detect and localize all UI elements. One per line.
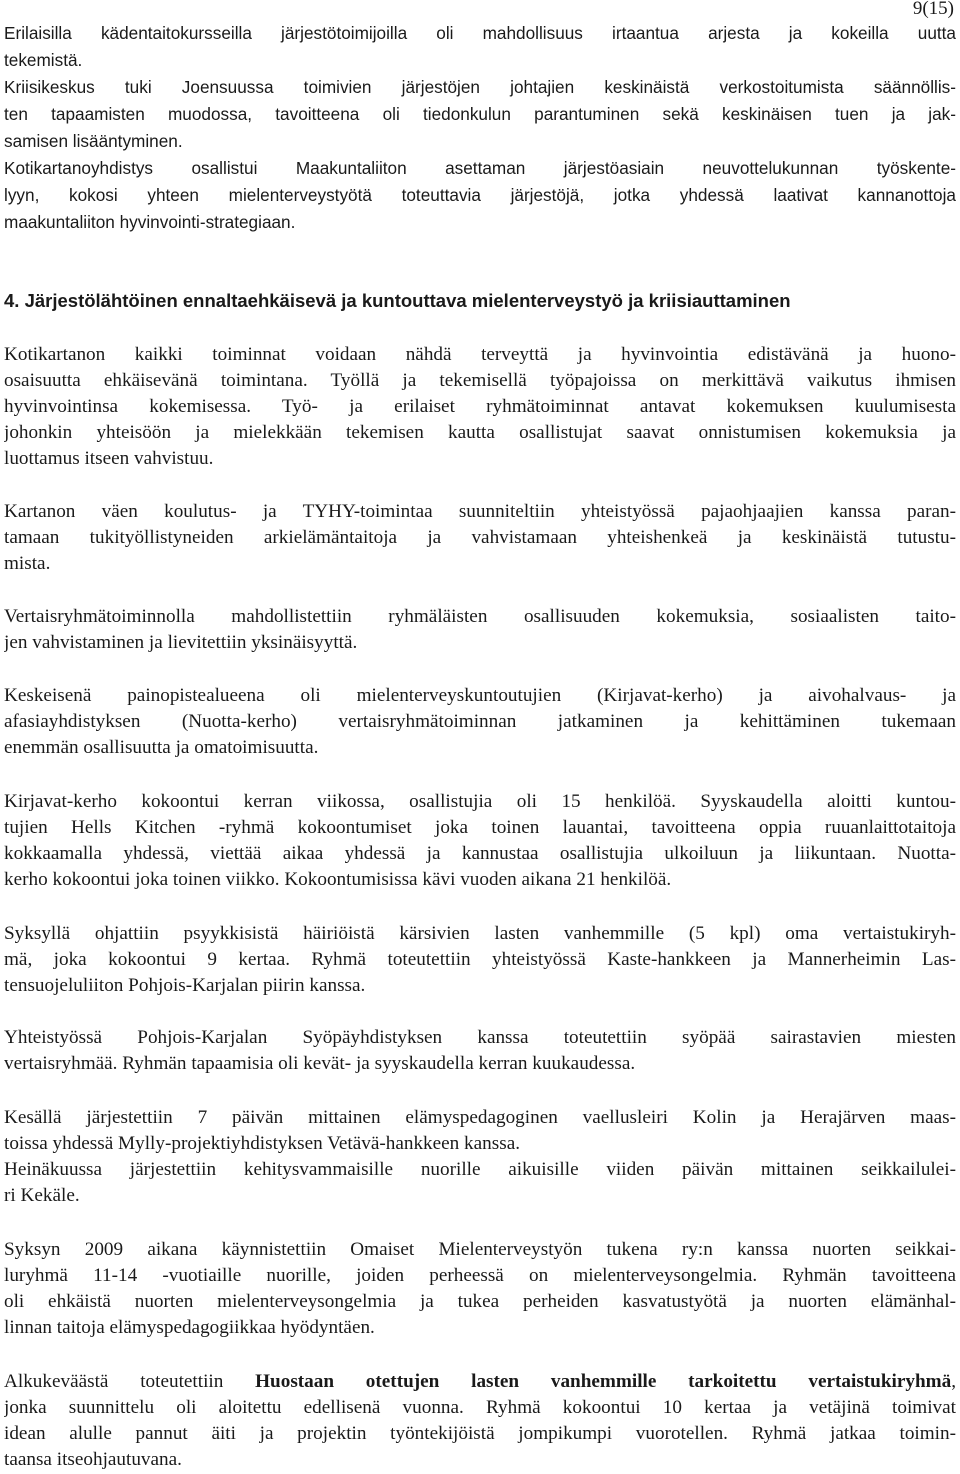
p7-line-2: vertaisryhmää. Ryhmän tapaamisia oli kevät- ja syyskaudella kerran kuukaudessa. <box>4 1053 636 1074</box>
page-number: 9(15) <box>912 0 954 19</box>
p2-line-1: Kartanon väen koulutus- ja TYHY-toimintaa suunniteltiin yhteistyössä pajaohjaajien kanssa paran- <box>4 501 956 522</box>
p10-line-2: jonka suunnittelu oli aloitettu edellisenä vuonna. Ryhmä kokoontui 10 kertaa ja vetäjinä toimivat <box>4 1397 956 1418</box>
p10-line-1 <box>4 1369 956 1395</box>
p1-line-3: hyvinvointinsa kokemisessa. Työ- ja erilaiset ryhmätoiminnat antavat kokemuksen kuulumisesta <box>4 396 956 417</box>
p6-line-1: Syksyllä ohjattiin psyykkisistä häiriöistä kärsivien lasten vanhemmille (5 kpl) oma vertaistukiryh- <box>4 923 956 944</box>
p1-line-5: luottamus itseen vahvistuu. <box>4 448 214 469</box>
p6-line-3: tensuojeluliiton Pohjois-Karjalan piirin kanssa. <box>4 975 366 996</box>
p8-line-4: ri Kekäle. <box>4 1185 80 1206</box>
p4-line-2: afasiayhdistyksen (Nuotta-kerho) vertaisryhmätoiminnan jatkaminen ja kehittäminen tukemaan <box>4 711 956 732</box>
p10-prefix: Alkukeväästä toteutettiin <box>4 1371 256 1392</box>
p6-line-2: mä, joka kokoontui 9 kertaa. Ryhmä toteutettiin yhteistyössä Kaste-hankkeen ja Mannerheimin Las- <box>4 949 956 970</box>
p10-bold-title: Huostaan otettujen lasten vanhemmille tarkoitettu vertaistukiryhmä <box>255 1371 952 1392</box>
p9-line-3: oli ehkäistä nuorten mielenterveysongelmia ja tukea perheiden kasvatustyötä ja nuorten elämänhal- <box>4 1291 956 1312</box>
p8-line-3: Heinäkuussa järjestettiin kehitysvammaisille nuorille aikuisille viiden päivän mittainen seikkailulei- <box>4 1159 956 1180</box>
p1-line-4: johonkin yhteisöön ja mielekkään tekemisen kautta osallistujat saavat onnistumisen kokemuksia ja <box>4 422 956 443</box>
p2-line-2: tamaan tukityöllistyneiden arkielämäntaitoja ja vahvistamaan yhteishenkeä ja keskinäistä tutustu- <box>4 527 956 548</box>
p5-line-1: Kirjavat-kerho kokoontui kerran viikossa, osallistujia oli 15 henkilöä. Syyskaudella aloitti kuntou- <box>4 791 956 812</box>
p1-line-1: Kotikartanon kaikki toiminnat voidaan nähdä terveyttä ja hyvinvointia edistävänä ja huono- <box>4 344 956 365</box>
intro-line-5: samisen lisääntyminen. <box>4 131 183 151</box>
intro-line-4: ten tapaamisten muodossa, tavoitteena oli tiedonkulun parantuminen sekä keskinäisen tuen ja jak- <box>4 104 956 124</box>
p7-line-1: Yhteistyössä Pohjois-Karjalan Syöpäyhdistyksen kanssa toteutettiin syöpää sairastavien miesten <box>4 1027 956 1048</box>
p9-line-4: linnan taitoja elämyspedagogiikkaa hyödyntäen. <box>4 1317 375 1338</box>
p5-line-3: kokkaamalla yhdessä, viettää aikaa yhdessä ja kannustaa osallistujia ulkoiluun ja liikuntaan. Nuotta- <box>4 843 956 864</box>
p9-line-1: Syksyn 2009 aikana käynnistettiin Omaiset Mielenterveystyön tukena ry:n kanssa nuorten seikkai- <box>4 1239 956 1260</box>
p8-line-1: Kesällä järjestettiin 7 päivän mittainen elämyspedagoginen vaellusleiri Kolin ja Herajärven maas- <box>4 1107 956 1128</box>
p4-line-1: Keskeisenä painopistealueena oli mielenterveyskuntoutujien (Kirjavat-kerho) ja aivohalvaus- ja <box>4 685 956 706</box>
p10-suffix: , <box>951 1371 956 1392</box>
intro-line-8: maakuntaliiton hyvinvointi-strategiaan. <box>4 212 296 232</box>
p9-line-2: luryhmä 11-14 -vuotiaille nuorille, joiden perheessä on mielenterveysongelmia. Ryhmän tavoitteena <box>4 1265 956 1286</box>
p10-line-3: idean alulle pannut äiti ja projektin työntekijöistä jompikumpi vuorotellen. Ryhmä jatkaa toimin- <box>4 1423 956 1444</box>
p4-line-3: enemmän osallisuutta ja omatoimisuutta. <box>4 737 319 758</box>
intro-line-1: Erilaisilla kädentaitokursseilla järjestötoimijoilla oli mahdollisuus irtaantua arjesta ja kokeilla uutta <box>4 23 956 43</box>
p10-line-4: taansa itseohjautuvana. <box>4 1449 182 1470</box>
intro-line-3: Kriisikeskus tuki Joensuussa toimivien järjestöjen johtajien keskinäistä verkostoitumista säännöllis- <box>4 77 956 97</box>
intro-line-2: tekemistä. <box>4 50 83 70</box>
p3-line-2: jen vahvistaminen ja lievitettiin yksinäisyyttä. <box>4 632 358 653</box>
p3-line-1: Vertaisryhmätoiminnolla mahdollistettiin ryhmäläisten osallisuuden kokemuksia, sosiaalisten taito- <box>4 606 956 627</box>
p5-line-2: tujien Hells Kitchen -ryhmä kokoontumiset joka toinen lauantai, tavoitteena oppia ruuanlaittotaitoja <box>4 817 956 838</box>
intro-line-7: lyyn, kokosi yhteen mielenterveystyötä toteuttavia järjestöjä, jotka yhdessä laativat kannanottoja <box>4 185 956 205</box>
p8-line-2: toissa yhdessä Mylly-projektiyhdistyksen Vetävä-hankkeen kanssa. <box>4 1133 521 1154</box>
p5-line-4: kerho kokoontui joka toinen viikko. Kokoontumisissa kävi vuoden aikana 21 henkilöä. <box>4 869 672 890</box>
intro-line-6: Kotikartanoyhdistys osallistui Maakuntaliiton asettaman järjestöasiain neuvottelukunnan työskente- <box>4 158 956 178</box>
p2-line-3: mista. <box>4 553 51 574</box>
section-heading: 4. Järjestölähtöinen ennaltaehkäisevä ja kuntouttava mielenterveystyö ja kriisiauttaminen <box>4 290 791 311</box>
p1-line-2: osaisuutta ehkäisevänä toimintana. Työllä ja tekemisellä työpajoissa on merkittävä vaikutus ihmisen <box>4 370 956 391</box>
